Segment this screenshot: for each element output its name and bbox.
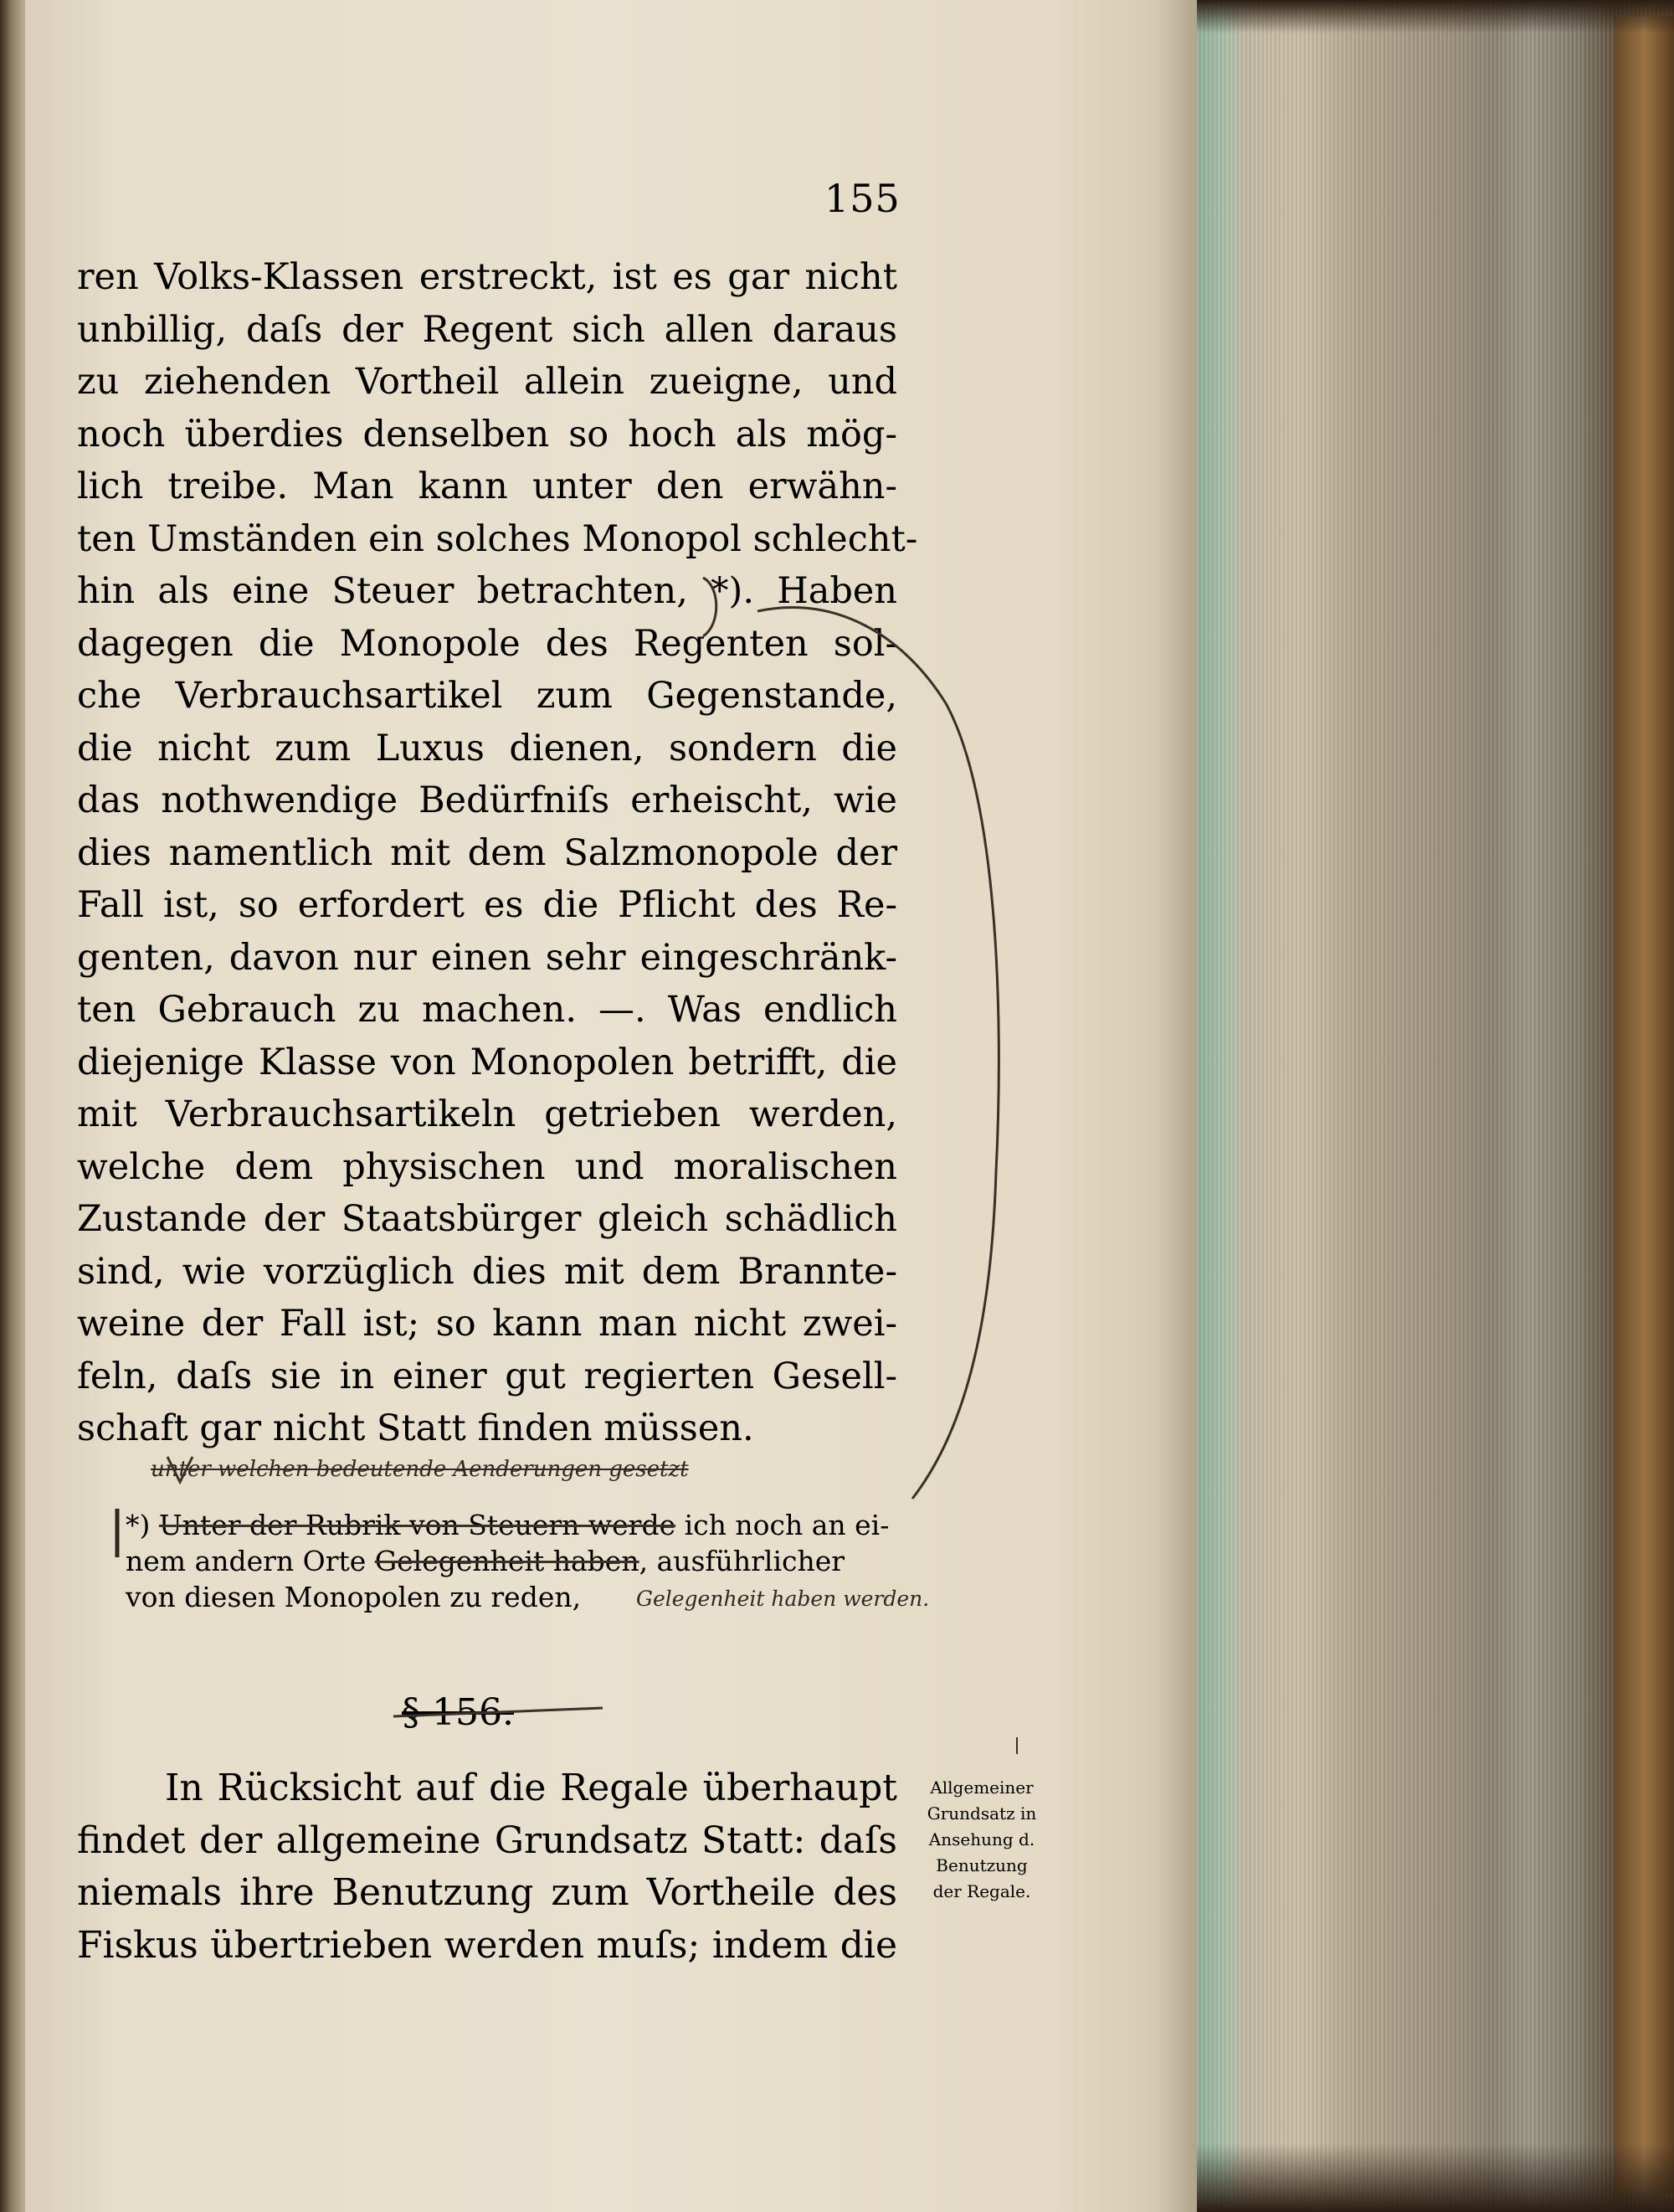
annotation-heading-strike [393,1708,603,1716]
section-line: Fiskus übertrieben werden muſs; indem die [77,1923,897,1967]
section-heading: § 156. [402,1691,514,1734]
marginal-line: Benutzung [936,1855,1028,1875]
handwritten-footnote-addition: Gelegenheit haben werden. [636,1587,930,1611]
marginal-line: Allgemeiner [930,1777,1034,1798]
annotation-insertion-mark [167,1457,193,1482]
section-line: findet der allgemeine Grundsatz Statt: daſs [77,1818,897,1862]
body-line: dies namentlich mit dem Salzmonopole der [77,831,897,874]
body-line: das nothwendige Bedürfniſs erheischt, wie [77,779,897,821]
body-line: ten Gebrauch zu machen. —. Was endlich [77,989,897,1031]
handwritten-insertion: unter welchen bedeutende Aenderungen gesetzt [151,1457,689,1482]
footnote-text: nem andern Orte [126,1545,375,1577]
body-line: hin als eine Steuer betrachten, *). Haben [77,570,897,612]
body-line: Zustande der Staatsbürger gleich schädlich [77,1198,897,1240]
body-line: Fall ist, so erfordert es die Pflicht des Re- [77,884,897,926]
footnote-line: von diesen Monopolen zu reden, [126,1581,582,1613]
footnote-line: *) Unter der Rubrik von Steuern werde ich noch an ei- [126,1509,890,1541]
body-line: die nicht zum Luxus dienen, sondern die [77,727,897,769]
body-line: weine der Fall ist; so kann man nicht zwei- [77,1303,897,1345]
body-line: diejenige Klasse von Monopolen betrifft, die [77,1041,897,1083]
annotation-bracket-stroke [757,608,999,1499]
marginal-line: Ansehung d. [928,1829,1035,1849]
body-line: lich treibe. Man kann unter den erwähn- [77,466,897,507]
footnote-text: ich noch an ei- [675,1509,890,1541]
body-line: mit Verbrauchsartikeln getrieben werden, [77,1093,897,1135]
body-line: feln, daſs sie in einer gut regierten Gesell- [77,1355,897,1397]
body-line: ren Volks-Klassen erstreckt, ist es gar nicht [77,256,897,298]
footnote-text: , ausführlicher [639,1545,845,1577]
marginal-line: der Regale. [932,1881,1031,1901]
marginal-line: Grundsatz in [927,1803,1037,1824]
body-line: welche dem physischen und moralischen [77,1145,897,1188]
body-line: genten, davon nur einen sehr eingeschränk- [77,936,897,979]
body-line: ten Umständen ein solches Monopol schlecht- [77,517,918,560]
body-line: che Verbrauchsartikel zum Gegenstande, [77,675,897,717]
body-line: zu ziehenden Vortheil allein zueigne, und [77,361,897,403]
body-line: unbillig, daſs der Regent sich allen daraus [77,308,897,351]
page-number: 155 [824,176,901,221]
struck-text: Gelegenheit haben [374,1545,639,1577]
body-line: schaft gar nicht Statt finden müssen. [77,1407,754,1449]
struck-text: Unter der Rubrik von Steuern werde [158,1509,676,1541]
section-line: niemals ihre Benutzung zum Vortheile des [77,1871,897,1914]
body-line: noch überdies denselben so hoch als mög- [77,413,897,455]
annotation-asterisk-bracket [703,578,716,636]
section-line: In Rücksicht auf die Regale überhaupt [165,1767,897,1809]
body-line: dagegen die Monopole des Regenten sol- [77,622,897,665]
body-line: sind, wie vorzüglich dies mit dem Brannte- [77,1250,897,1293]
